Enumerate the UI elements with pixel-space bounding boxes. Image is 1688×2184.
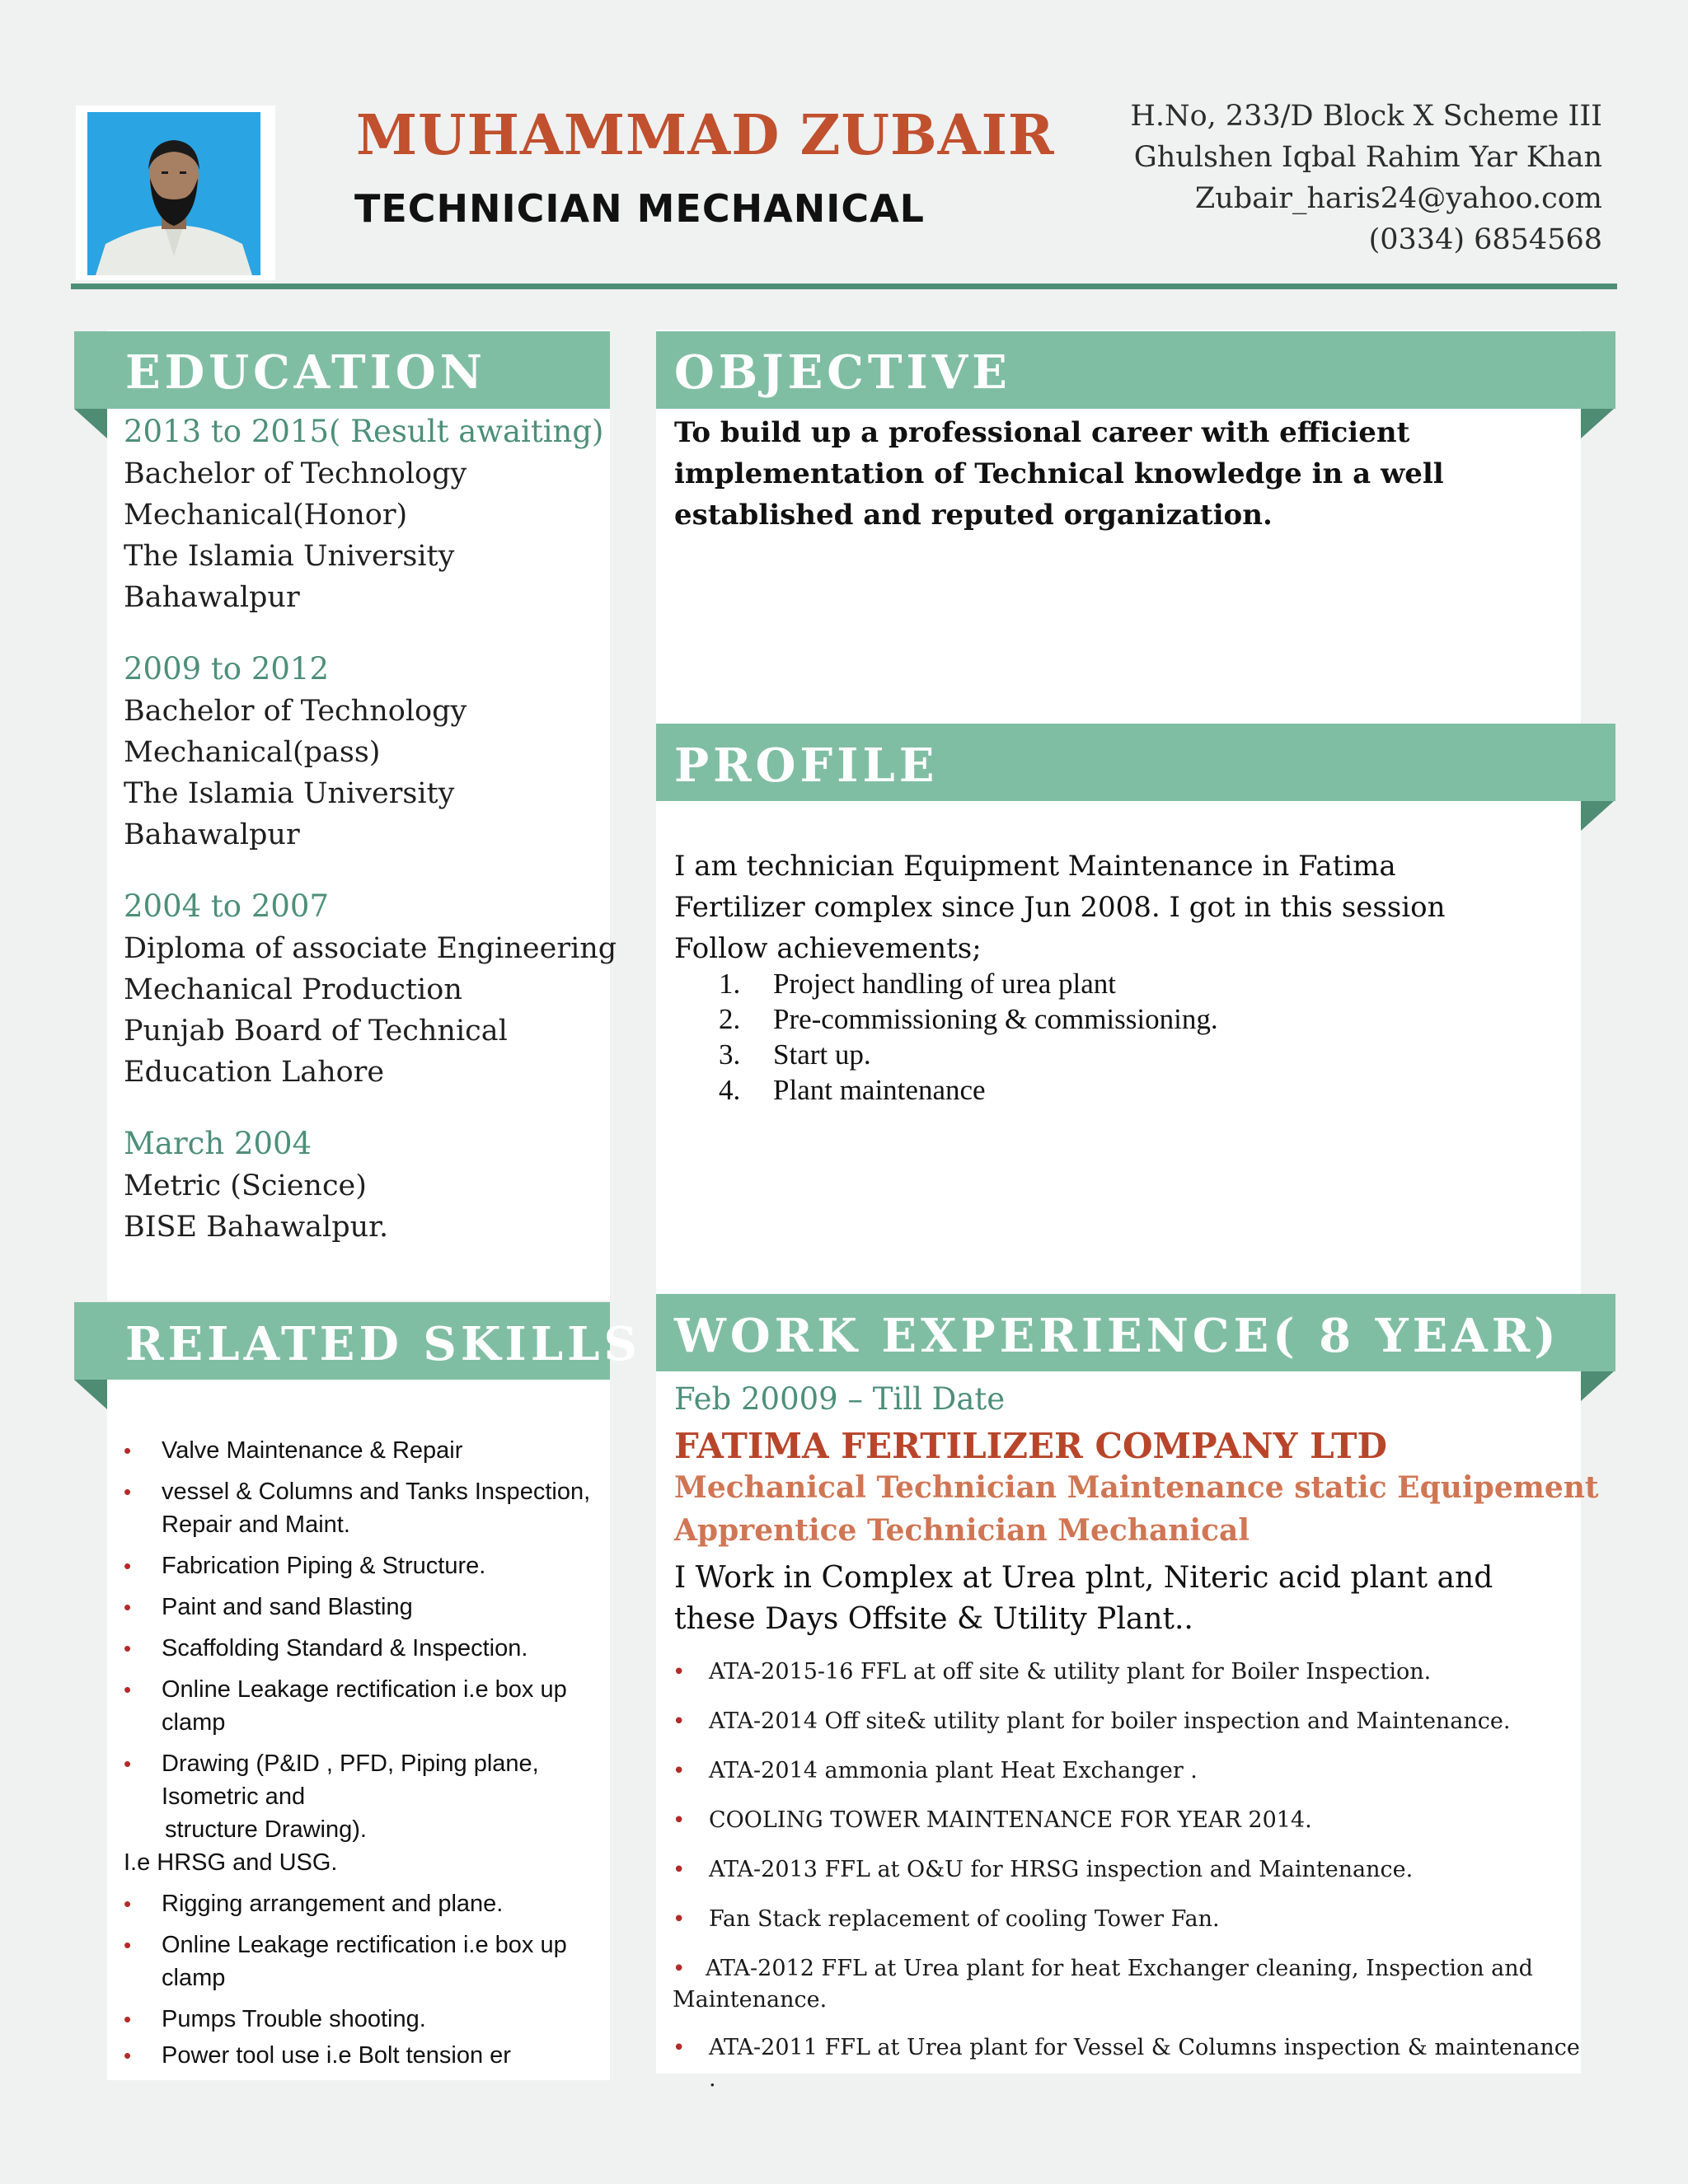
work-item — [673, 1805, 1587, 1836]
skill-text: Fabrication Piping & Structure. — [162, 1553, 486, 1579]
skill-item — [124, 1887, 610, 1920]
skill-item — [124, 2003, 610, 2036]
profile-intro-line: I am technician Equipment Maintenance in Fatima — [674, 850, 1396, 883]
skill-text: Online Leakage rectification i.e box up clamp — [162, 1932, 567, 1991]
skill-text: Drawing (P&ID , PFD, Piping plane, Isometric and — [162, 1750, 539, 1810]
education-line: Mechanical(Honor) — [124, 499, 408, 532]
work-item-text: ATA-2011 FFL at Urea plant for Vessel & Columns inspection & maintenance . — [709, 2035, 1580, 2092]
bullet-icon: • — [124, 1933, 132, 1957]
work-item-text: ATA-2014 ammonia plant Heat Exchanger . — [709, 1758, 1198, 1783]
education-heading — [74, 331, 610, 409]
skill-item — [124, 1673, 610, 1739]
candidate-name: MUHAMMAD ZUBAIR — [356, 102, 1055, 167]
education-entry — [124, 410, 610, 618]
work-date: Feb 20009 – Till Date — [674, 1381, 1006, 1417]
role-title: Apprentice Technician Mechanical — [674, 1513, 1250, 1548]
bullet-icon: • — [673, 1709, 686, 1734]
achievements-list — [719, 966, 1218, 1108]
bullet-icon: • — [124, 1438, 132, 1463]
bullet-icon: • — [673, 1660, 686, 1685]
education-line: Bachelor of Technology — [124, 695, 467, 728]
education-line: Bachelor of Technology — [124, 457, 467, 490]
skill-text: Rigging arrangement and plane. — [162, 1891, 504, 1917]
education-line: Mechanical Production — [124, 973, 462, 1006]
education-entry — [124, 885, 617, 1093]
bullet-icon: • — [124, 1595, 132, 1619]
bullet-icon: • — [124, 1479, 132, 1504]
phone: (0334) 6854568 — [1368, 223, 1602, 256]
education-line: Punjab Board of Technical — [124, 1015, 508, 1047]
education-line: Bahawalpur — [124, 818, 300, 851]
work-item-text: ATA-2014 Off site& utility plant for boiler inspection and Maintenance. — [709, 1708, 1511, 1734]
role-title: Mechanical Technician Maintenance static Equipement — [674, 1470, 1599, 1505]
item-number: 4. — [719, 1074, 741, 1106]
work-item — [673, 1854, 1587, 1886]
skill-item — [124, 2039, 610, 2072]
bullet-icon: • — [673, 1759, 686, 1783]
bullet-icon: • — [124, 2043, 132, 2068]
company-name: FATIMA FERTILIZER COMPANY LTD — [674, 1426, 1387, 1466]
bullet-icon: • — [673, 1907, 686, 1932]
education-line: The Islamia University — [124, 777, 455, 810]
profile-intro-line: Follow achievements; — [674, 932, 982, 965]
bullet-icon: • — [673, 1957, 686, 1981]
work-item-text: ATA-2015-16 FFL at off site & utility plant for Boiler Inspection. — [709, 1659, 1432, 1685]
profile-heading-text: PROFILE — [674, 738, 939, 793]
achievement-item — [719, 1037, 1218, 1072]
objective-heading-text: OBJECTIVE — [674, 345, 1011, 400]
education-line: Metric (Science) — [124, 1169, 367, 1202]
achievement-item — [719, 966, 1218, 1001]
skill-text: Valve Maintenance & Repair — [162, 1437, 463, 1464]
work-item — [673, 1657, 1587, 1688]
work-item-text: ATA-2012 FFL at Urea plant for heat Exchanger cleaning, Inspection and Maintenance. — [673, 1956, 1533, 2013]
education-entry — [124, 648, 610, 855]
ribbon-fold — [1581, 801, 1614, 831]
education-date: 2013 to 2015( Result awaiting) — [124, 414, 604, 449]
skill-item — [124, 1591, 610, 1624]
education-list — [124, 410, 617, 1277]
education-line: Bahawalpur — [124, 581, 300, 614]
ribbon-fold — [1581, 1371, 1614, 1401]
work-item — [673, 1953, 1587, 2016]
education-date: 2009 to 2012 — [124, 651, 329, 687]
work-achievements — [673, 1657, 1587, 2113]
education-line: The Islamia University — [124, 540, 455, 573]
work-item-text: ATA-2013 FFL at O&U for HRSG inspection and Maintenance. — [709, 1857, 1414, 1882]
skill-text: vessel & Columns and Tanks Inspection, Repair and Maint. — [162, 1479, 591, 1538]
education-date: 2004 to 2007 — [124, 888, 329, 924]
skill-item — [124, 1434, 610, 1467]
bullet-icon: • — [673, 2036, 686, 2060]
achievement-item — [719, 1001, 1218, 1037]
skills-list — [124, 1434, 610, 2080]
education-line: Mechanical(pass) — [124, 736, 381, 769]
work-heading-text: WORK EXPERIENCE( 8 YEAR) — [674, 1309, 1560, 1363]
item-number: 2. — [719, 1003, 741, 1035]
work-heading — [656, 1294, 1615, 1371]
skill-item — [124, 1813, 610, 1846]
work-item-text: COOLING TOWER MAINTENANCE FOR YEAR 2014. — [709, 1807, 1312, 1833]
skill-item — [124, 1549, 610, 1582]
education-heading-text: EDUCATION — [125, 345, 486, 400]
item-number: 3. — [719, 1038, 741, 1071]
skill-text: Scaffolding Standard & Inspection. — [162, 1635, 528, 1661]
skill-item — [124, 1747, 610, 1813]
profile-intro-line: Fertilizer complex since Jun 2008. I got in this session — [674, 891, 1446, 924]
item-text: Start up. — [773, 1038, 871, 1071]
item-text: Plant maintenance — [773, 1074, 986, 1106]
work-item — [673, 1904, 1587, 1935]
bullet-icon: • — [124, 1751, 132, 1776]
email[interactable]: Zubair_haris24@yahoo.com — [1194, 182, 1602, 215]
education-line: BISE Bahawalpur. — [124, 1211, 389, 1244]
work-item-text: Fan Stack replacement of cooling Tower Fan. — [709, 1906, 1220, 1932]
job-title: TECHNICIAN MECHANICAL — [354, 186, 925, 231]
skills-heading — [74, 1302, 641, 1380]
work-item — [673, 1755, 1587, 1787]
person-photo-icon — [87, 112, 260, 275]
bullet-icon: • — [673, 1858, 686, 1882]
work-description: I Work in Complex at Urea plnt, Niteric acid plant and these Days Offsite & Utility Plant.. — [674, 1561, 1493, 1636]
achievement-item — [719, 1072, 1218, 1108]
skill-item — [124, 1929, 610, 1994]
profile-intro — [674, 846, 1581, 969]
skill-text: Paint and sand Blasting — [162, 1594, 413, 1620]
header-divider — [71, 284, 1617, 289]
bullet-icon: • — [124, 1636, 132, 1661]
skill-item — [124, 1846, 610, 1879]
bullet-icon: • — [673, 1808, 686, 1833]
item-text: Pre-commissioning & commissioning. — [773, 1003, 1218, 1035]
skill-item — [124, 1475, 610, 1541]
profile-photo — [87, 112, 260, 275]
education-date: March 2004 — [124, 1126, 312, 1161]
skill-text: Online Leakage rectification i.e box up clamp — [162, 1676, 567, 1736]
skill-text: Power tool use i.e Bolt tension er — [162, 2042, 511, 2069]
education-entry — [124, 1122, 610, 1248]
objective-text: To build up a professional career with efficient implementation of Technical knowledge in a well established and reputed organization. — [674, 416, 1444, 532]
item-text: Project handling of urea plant — [773, 968, 1116, 1000]
bullet-icon: • — [124, 1554, 132, 1578]
item-number: 1. — [719, 968, 741, 1000]
work-item — [673, 1706, 1587, 1737]
work-item — [673, 2032, 1587, 2095]
bullet-icon: • — [124, 1677, 132, 1702]
skills-heading-text: RELATED SKILLS — [125, 1317, 641, 1371]
skill-text: structure Drawing). — [165, 1816, 367, 1843]
education-line: Education Lahore — [124, 1056, 385, 1089]
ribbon-fold — [74, 1380, 107, 1409]
contact-info — [1130, 96, 1602, 260]
ribbon-fold — [74, 409, 107, 438]
education-line: Diploma of associate Engineering — [124, 932, 617, 965]
bullet-icon: • — [124, 2007, 132, 2032]
profile-heading — [656, 724, 1615, 801]
address-line-1: H.No, 233/D Block X Scheme III — [1130, 100, 1602, 133]
objective-heading — [656, 331, 1615, 409]
skill-item — [124, 1632, 610, 1665]
ribbon-fold — [1581, 409, 1614, 438]
skill-text: Pumps Trouble shooting. — [162, 2006, 426, 2032]
bullet-icon: • — [124, 1891, 132, 1916]
address-line-2: Ghulshen Iqbal Rahim Yar Khan — [1133, 141, 1602, 174]
skill-text: I.e HRSG and USG. — [124, 1849, 338, 1876]
